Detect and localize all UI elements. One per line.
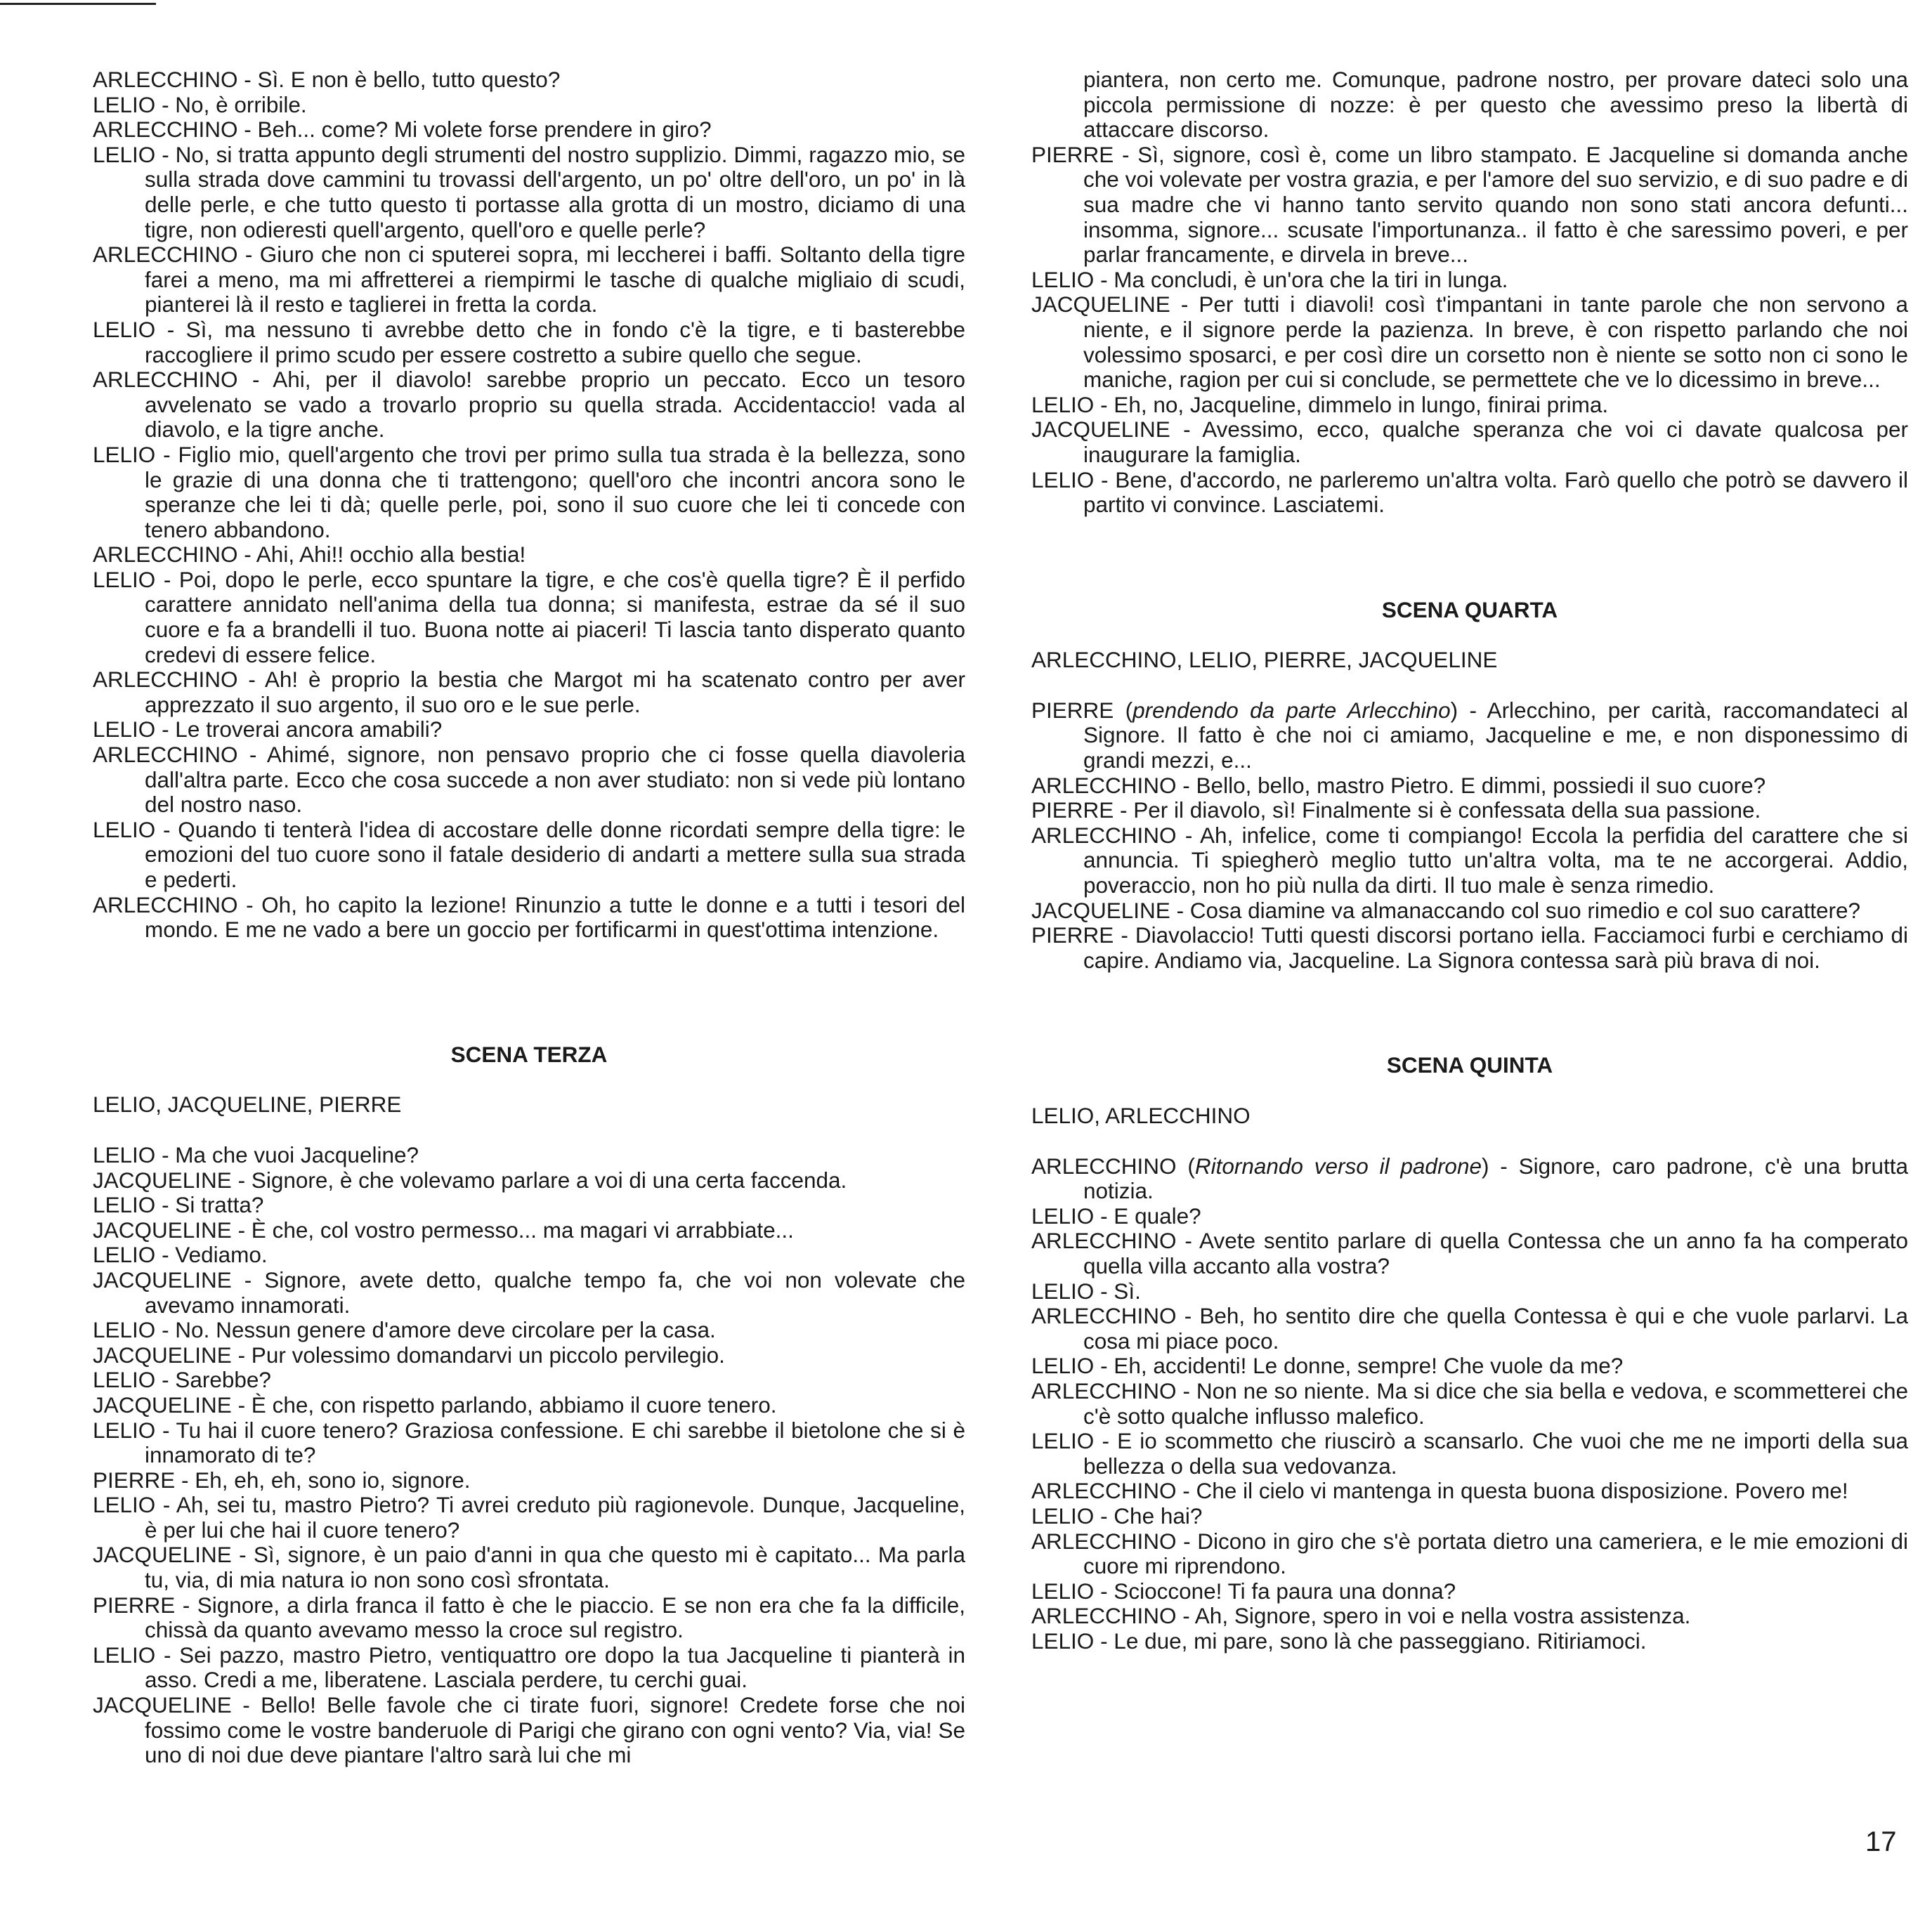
dialogue-line (93, 1268, 965, 1318)
dialogue-line (93, 117, 965, 143)
dialogue-line (1031, 292, 1908, 392)
dialogue-line (93, 818, 965, 893)
dialogue-line (1031, 798, 1908, 823)
speaker: LELIO (93, 141, 156, 167)
speaker: JACQUELINE (93, 1392, 232, 1418)
speech: - Sarebbe? (155, 1367, 271, 1393)
speaker: ARLECCHINO (1031, 1303, 1177, 1329)
speech: - Eh, no, Jacqueline, dimmelo in lungo, finirai prima. (1094, 391, 1609, 417)
dialogue-line (1031, 1204, 1908, 1229)
dialogue-line (1031, 468, 1908, 518)
dialogue-line (93, 742, 965, 818)
speech: - Avessimo, ecco, qualche speranza che voi ci davate qualcosa per inaugurare la famiglia. (1083, 417, 1908, 467)
dialogue-line (1031, 1354, 1908, 1379)
speaker: LELIO (1031, 1503, 1095, 1529)
dialogue-line (93, 568, 965, 667)
speaker: ARLECCHINO (1031, 1377, 1177, 1403)
speaker: JACQUELINE (93, 1217, 232, 1243)
speech: - Ah, infelice, come ti compiango! Eccola la perfidia del carattere che si annuncia. Ti spiegherò meglio tutto un'altra volta, ma te ne accorgerai. Addio, poveraccio, non ho più nulla da dirti. Il tuo male è senza rimedio. (1083, 822, 1908, 898)
cast-list: LELIO, ARLECCHINO (1031, 1103, 1251, 1128)
dialogue-line (93, 1693, 965, 1768)
speaker: LELIO (93, 1192, 156, 1218)
dialogue-line (93, 667, 965, 717)
speaker: LELIO (1031, 266, 1095, 292)
speech: - Pur volessimo domandarvi un piccolo pervilegio. (231, 1342, 725, 1368)
dialogue-line (1031, 1479, 1908, 1504)
dialogue-line (1031, 143, 1908, 268)
speaker: PIERRE (1031, 697, 1114, 723)
speech: - Beh... come? Mi volete forse prendere in giro? (237, 117, 712, 143)
speaker: LELIO (93, 716, 156, 742)
speech: - Dicono in giro che s'è portata dietro una cameriera, e le mie emozioni di cuore mi riprendono. (1083, 1528, 1908, 1579)
speech: - Diavolaccio! Tutti questi discorsi portano iella. Facciamoci furbi e cerchiamo di capire. Andiamo via, Jacqueline. La Signora contessa sarà più brava di noi. (1083, 922, 1908, 973)
speaker: ARLECCHINO (93, 67, 238, 92)
speaker: ARLECCHINO (93, 242, 238, 268)
cast-list: ARLECCHINO, LELIO, PIERRE, JACQUELINE (1031, 647, 1498, 673)
speaker: PIERRE (1031, 141, 1114, 167)
speech: - Sì. E non è bello, tutto questo? (237, 67, 561, 92)
speech: - È che, con rispetto parlando, abbiamo il cuore tenero. (231, 1392, 777, 1418)
speaker: LELIO (1031, 1353, 1095, 1379)
speaker: JACQUELINE (1031, 417, 1170, 443)
speech: - Sì, ma nessuno ti avrebbe detto che in fondo c'è la tigre, e ti basterebbe raccogliere il primo scudo per essere costretto a subire quello che segue. (145, 316, 965, 367)
speaker: LELIO (93, 1242, 156, 1268)
dialogue-line (93, 1393, 965, 1418)
scene-title-terza: SCENA TERZA (450, 1041, 608, 1067)
speech: - È che, col vostro permesso... ma magari vi arrabbiate... (231, 1217, 794, 1243)
dialogue-line (1031, 417, 1908, 467)
speech: - Oh, ho capito la lezione! Rinunzio a tutte le donne e a tutti i tesori del mondo. E me ne vado a bere un goccio per fortificarmi in quest'ottima intenzione. (145, 891, 965, 943)
dialogue-line (93, 1243, 965, 1268)
dialogue-line (1031, 1604, 1908, 1629)
speech: - Signore, caro padrone, c'è una brutta notizia. (1083, 1153, 1908, 1204)
speech: - Eh, accidenti! Le donne, sempre! Che vuole da me? (1094, 1353, 1624, 1379)
speech: - Cosa diamine va almanaccando col suo rimedio e col suo carattere? (1170, 897, 1861, 923)
dialogue-line (93, 1143, 965, 1168)
speaker: ARLECCHINO (93, 542, 238, 568)
dialogue-line (1031, 1529, 1908, 1579)
speech: - Vediamo. (155, 1242, 268, 1268)
left-dialogue-b (93, 1143, 965, 1768)
speaker: LELIO (93, 1141, 156, 1167)
speech: - Per tutti i diavoli! così t'impantani in tante parole che non servono a niente, e il signore perde la pazienza. In breve, è con rispetto parlando che noi volessimo sposarci, e per così dire un corsetto non è niente se sotto non ci sono le maniche, ragion per cui si conclude, se permettete che ve lo dicessimo in breve... (1083, 292, 1908, 393)
speaker: PIERRE (93, 1592, 176, 1618)
speech: - No. Nessun genere d'amore deve circolare per la casa. (155, 1317, 716, 1343)
speech: - Sei pazzo, mastro Pietro, ventiquattro ore dopo la tua Jacqueline ti pianterà in asso. Credi a me, liberatene. Lasciala perdere, tu cerchi guai. (145, 1642, 965, 1693)
dialogue-line (1031, 1379, 1908, 1429)
dialogue-line (93, 143, 965, 242)
dialogue-line (93, 67, 965, 93)
speech: - Sì. (1094, 1278, 1141, 1304)
speech: - Poi, dopo le perle, ecco spuntare la tigre, e che cos'è quella tigre? È il perfido carattere annidato nell'anima della tua donna; si manifesta, estrae da sé il suo cuore e fa a brandelli il tuo. Buona notte ai piaceri! Ti lascia tanto disperato quanto credevi di essere felice. (145, 566, 965, 667)
dialogue-line (93, 443, 965, 542)
cast-list: LELIO, JACQUELINE, PIERRE (93, 1092, 402, 1118)
right-column (1031, 67, 1908, 1654)
speaker: ARLECCHINO (1031, 1153, 1177, 1179)
dialogue-line (1031, 1229, 1908, 1278)
speaker: LELIO (93, 91, 156, 117)
speech: - Sì, signore, così è, come un libro stampato. E Jacqueline si domanda anche che voi volevate per vostra grazia, e per l'amore del suo servizio, e di suo padre e di sua madre che vi hanno tanto servito quando non sono stati ancora defunti... insomma, signore... scusate l'importunanza.. il fatto è che saressimo poveri, e per parlar francamente, e dirvela in breve... (1083, 141, 1908, 268)
dialogue-line (93, 893, 965, 943)
dialogue-line (93, 318, 965, 367)
speech: - Che hai? (1094, 1503, 1203, 1529)
dialogue-line (1031, 1304, 1908, 1354)
scene-title-quarta: SCENA QUARTA (1381, 596, 1558, 622)
dialogue-line (1031, 268, 1908, 293)
speech: - Sì, signore, è un paio d'anni in qua che questo mi è capitato... Ma parla tu, via, di mia natura io non sono così sfrontata. (145, 1542, 965, 1593)
speaker: LELIO (93, 1317, 156, 1343)
dialogue-line (93, 1168, 965, 1193)
speaker: LELIO (93, 316, 156, 342)
speaker: LELIO (93, 1642, 156, 1668)
dialogue-line (93, 1368, 965, 1393)
dialogue-line (93, 242, 965, 318)
speech: - Ma concludi, è un'ora che la tiri in lunga. (1094, 266, 1508, 292)
speech: - Non ne so niente. Ma si dice che sia bella e vedova, e scommetterei che c'è sotto qualche influsso malefico. (1083, 1377, 1908, 1429)
speaker: PIERRE (93, 1467, 176, 1493)
left-dialogue-a (93, 67, 965, 943)
dialogue-line (93, 1468, 965, 1493)
dialogue-line (93, 1493, 965, 1543)
speaker: LELIO (1031, 1628, 1095, 1654)
dialogue-line (1031, 1629, 1908, 1654)
speech: - Ahi, per il diavolo! sarebbe proprio un peccato. Ecco un tesoro avvelenato se vado a trovarlo proprio su quella strada. Accidentaccio! vada al diavolo, e la tigre anche. (145, 367, 965, 443)
speech: - Figlio mio, quell'argento che trovi per primo sulla tua strada è la bellezza, sono le grazie di una donna che ti trattengono; quell'oro che incontri ancora sono le speranze che lei ti dà; quelle perle, poi, sono il suo cuore che lei ti concede con tenero abbandono. (145, 441, 965, 542)
dialogue-line (93, 717, 965, 742)
speaker: JACQUELINE (93, 1692, 232, 1718)
speaker: ARLECCHINO (1031, 772, 1177, 798)
speech: - Quando ti tenterà l'idea di accostare delle donne ricordati sempre della tigre: le emozioni del tuo cuore sono il fatale desiderio di andarti a mettere sulla sua strada e pederti. (145, 816, 965, 892)
dialogue-line (93, 1318, 965, 1343)
speaker: LELIO (93, 1417, 156, 1443)
speech: - Si tratta? (155, 1192, 264, 1218)
dialogue-line (93, 1218, 965, 1243)
speech: - Le troverai ancora amabili? (155, 716, 443, 742)
speech: - Bene, d'accordo, ne parleremo un'altra volta. Farò quello che potrò se davvero il partito vi convince. Lasciatemi. (1083, 466, 1908, 518)
speaker: LELIO (93, 816, 156, 842)
dialogue-line (1031, 1279, 1908, 1304)
dialogue-line (1031, 898, 1908, 924)
dialogue-line (1031, 1429, 1908, 1479)
dialogue-line (93, 1193, 965, 1218)
dialogue-line (1031, 1579, 1908, 1604)
right-dialogue-c (1031, 1204, 1908, 1654)
speaker: JACQUELINE (1031, 897, 1170, 923)
speaker: ARLECCHINO (1031, 1478, 1177, 1504)
dialogue-line (93, 1543, 965, 1592)
speech: - E io scommetto che riuscirò a scansarlo. Che vuoi che me ne importi della sua bellezza o della sua vedovanza. (1083, 1428, 1908, 1479)
top-rule (0, 3, 156, 5)
stage-direction: prendendo da parte Arlecchino (1133, 697, 1451, 723)
speaker: LELIO (1031, 1278, 1095, 1304)
dialogue-line (1031, 393, 1908, 418)
right-dialogue-a (1031, 143, 1908, 518)
dialogue-line: PIERRE (prendendo da parte Arlecchino) - Arlecchino, per carità, raccomandateci al Signore. Il fatto è che noi ci amiamo, Jacqueline e me, e non disponessimo di grandi mezzi, e... (1031, 697, 1908, 773)
left-column (93, 67, 965, 1768)
dialogue-line (93, 93, 965, 118)
speech: - Tu hai il cuore tenero? Graziosa confessione. E chi sarebbe il bietolone che si è innamorato di te? (145, 1417, 965, 1468)
speech: - No, è orribile. (155, 91, 307, 117)
scene-title-quinta: SCENA QUINTA (1386, 1052, 1553, 1078)
continuation-text: piantera, non certo me. Comunque, padrone nostro, per provare dateci solo una piccola permissione di nozze: è per questo che avessimo preso la libertà di attaccare discorso. (1083, 67, 1908, 143)
stage-direction: Ritornando verso il padrone (1194, 1153, 1482, 1179)
dialogue-line (93, 1418, 965, 1468)
speaker: LELIO (93, 1367, 156, 1393)
speech: - No, si tratta appunto degli strumenti del nostro supplizio. Dimmi, ragazzo mio, se sulla strada dove cammini tu trovassi dell'argento, un po' oltre dell'oro, un po' in là delle perle, e che tutto questo ti portasse alla grotta di un mostro, diciamo di una tigre, non odieresti quell'argento, quell'oro e quelle perle? (145, 141, 965, 242)
speaker: LELIO (93, 1492, 156, 1518)
speaker: LELIO (1031, 1428, 1095, 1454)
speech: - Signore, avete detto, qualche tempo fa, che voi non volevate che avevamo innamorati. (145, 1267, 965, 1318)
dialogue-line (1031, 773, 1908, 799)
speaker: LELIO (93, 566, 156, 592)
speaker: JACQUELINE (93, 1542, 232, 1568)
speech: - Ah, sei tu, mastro Pietro? Ti avrei creduto più ragionevole. Dunque, Jacqueline, è per lui che hai il cuore tenero? (145, 1492, 965, 1543)
speaker: JACQUELINE (93, 1167, 232, 1193)
dialogue-line (93, 1343, 965, 1368)
speaker: ARLECCHINO (93, 367, 238, 393)
speech: - Ahi, Ahi!! occhio alla bestia! (237, 542, 526, 568)
speech: - Bello, bello, mastro Pietro. E dimmi, possiedi il suo cuore? (1176, 772, 1766, 798)
speaker: JACQUELINE (93, 1267, 232, 1293)
speech: - Avete sentito parlare di quella Contessa che un anno fa ha comperato quella villa accanto alla vostra? (1083, 1228, 1908, 1278)
speech: - Ah! è proprio la bestia che Margot mi ha scatenato contro per aver apprezzato il suo argento, il suo oro e le sue perle. (145, 667, 965, 717)
page-number: 17 (1865, 1826, 1897, 1857)
dialogue-line: ARLECCHINO (Ritornando verso il padrone) - Signore, caro padrone, c'è una brutta notizia. (1031, 1153, 1908, 1204)
speaker: ARLECCHINO (93, 117, 238, 143)
speaker: LELIO (93, 441, 156, 467)
speech: - Signore, a dirla franca il fatto è che le piaccio. E se non era che fa la difficile, chissà da quanto avevamo messo la croce sul registro. (145, 1592, 965, 1643)
speaker: ARLECCHINO (93, 891, 238, 917)
speaker: LELIO (1031, 391, 1095, 417)
speech: - E quale? (1094, 1203, 1201, 1229)
speaker: ARLECCHINO (1031, 822, 1177, 848)
speech: - Ah, Signore, spero in voi e nella vostra assistenza. (1176, 1603, 1691, 1629)
speech: - Beh, ho sentito dire che quella Contessa è qui e che vuole parlarvi. La cosa mi piace poco. (1083, 1303, 1908, 1354)
dialogue-line (1031, 823, 1908, 898)
right-dialogue-b (1031, 773, 1908, 974)
speaker: PIERRE (1031, 922, 1114, 948)
speech: - Che il cielo vi mantenga in questa buona disposizione. Povero me! (1176, 1478, 1848, 1504)
speech: - Giuro che non ci sputerei sopra, mi leccherei i baffi. Soltanto della tigre farei a meno, ma mi affretterei a riempirmi le tasche di qualche migliaio di scudi, pianterei là il resto e taglierei in fretta la corda. (145, 242, 965, 318)
speaker: LELIO (1031, 466, 1095, 492)
speech: - Ahimé, signore, non pensavo proprio che ci fosse quella diavoleria dall'altra parte. Ecco che cosa succede a non aver studiato: non si vede più lontano del nostro naso. (145, 742, 965, 818)
speech: - Arlecchino, per carità, raccomandateci al Signore. Il fatto è che noi ci amiamo, Jacqueline e me, e non disponessimo di grandi mezzi, e... (1083, 697, 1908, 773)
speech: - Signore, è che volevamo parlare a voi di una certa faccenda. (231, 1167, 847, 1193)
dialogue-line (1031, 1504, 1908, 1529)
speaker: JACQUELINE (93, 1342, 232, 1368)
speaker: LELIO (1031, 1203, 1095, 1229)
speaker: ARLECCHINO (1031, 1228, 1177, 1254)
speech: - Per il diavolo, sì! Finalmente si è confessata della sua passione. (1114, 797, 1761, 823)
speech: - Eh, eh, eh, sono io, signore. (175, 1467, 471, 1493)
speaker: ARLECCHINO (93, 667, 238, 693)
speech: - Bello! Belle favole che ci tirate fuori, signore! Credete forse che noi fossimo come le vostre banderuole di Parigi che girano con ogni vento? Via, via! Se uno di noi due deve piantare l'altro sarà lui che mi (145, 1692, 965, 1768)
speech: - Ma che vuoi Jacqueline? (155, 1141, 419, 1167)
dialogue-line (93, 1593, 965, 1643)
dialogue-line (93, 367, 965, 443)
dialogue-line (93, 542, 965, 568)
speaker: ARLECCHINO (1031, 1603, 1177, 1629)
speaker: PIERRE (1031, 797, 1114, 823)
speaker: JACQUELINE (1031, 292, 1170, 318)
speaker: ARLECCHINO (1031, 1528, 1177, 1554)
dialogue-line (93, 1643, 965, 1693)
speaker: ARLECCHINO (93, 742, 238, 768)
speaker: LELIO (1031, 1578, 1095, 1604)
speech: - Le due, mi pare, sono là che passeggiano. Ritiriamoci. (1094, 1628, 1647, 1654)
dialogue-line (1031, 923, 1908, 973)
speech: - Scioccone! Ti fa paura una donna? (1094, 1578, 1456, 1604)
